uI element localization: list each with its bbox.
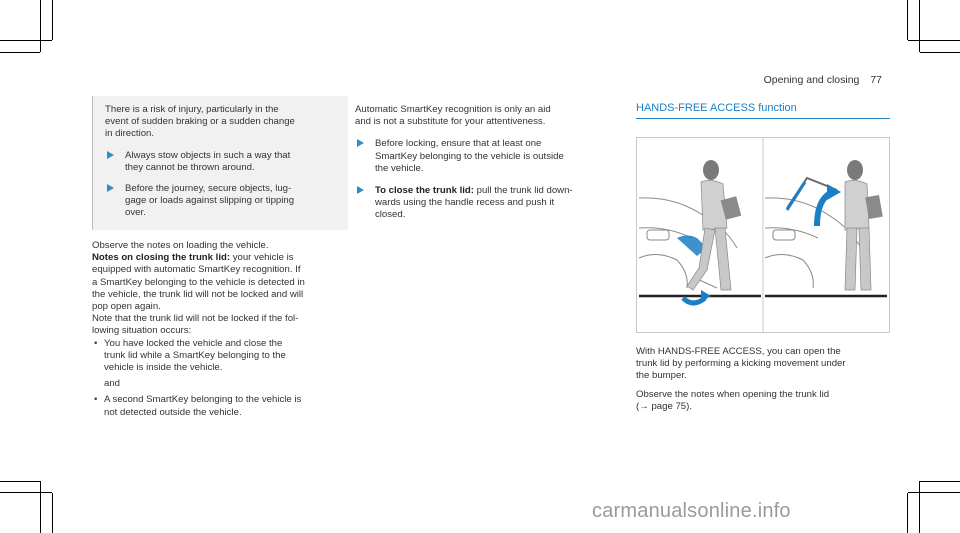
closing-notes-heading-line (92, 252, 354, 264)
right-panel-drawing (765, 160, 887, 296)
text-line: over. (125, 207, 146, 219)
crop-mark (919, 0, 920, 52)
bullet-dot-icon: • (94, 394, 98, 406)
text-line: Always stow objects in such a way that (125, 149, 291, 161)
running-header (764, 74, 882, 86)
step-heading: To close the trunk lid: (375, 185, 474, 197)
notes-heading: Notes on closing the trunk lid: (92, 252, 231, 264)
warning-bullet-secure (105, 183, 340, 220)
crop-mark (920, 481, 960, 482)
warning-box (92, 96, 348, 230)
bullet-triangle-icon (357, 139, 364, 147)
text-line: they cannot be thrown around. (125, 161, 255, 173)
text-line: Automatic SmartKey recognition is only an aid (355, 104, 551, 115)
header-section: Opening and closing (763, 74, 860, 86)
text-run: pull the trunk lid down- (473, 185, 573, 197)
page-reference-link[interactable]: (→ page 75). (636, 400, 692, 412)
text-line: vehicle is inside the vehicle. (104, 362, 223, 374)
crop-mark (0, 52, 40, 53)
warning-bullet-stow (105, 150, 340, 174)
bullet-close-trunk (355, 185, 617, 222)
text-line: SmartKey belonging to the vehicle is outside (375, 150, 564, 162)
crop-mark (908, 40, 960, 41)
bullet-triangle-icon (107, 184, 114, 192)
text-line: wards using the handle recess and push it (375, 197, 555, 209)
text-line: lowing situation occurs: (92, 325, 192, 337)
section-title: HANDS-FREE ACCESS function (636, 102, 890, 119)
text-line: Observe the notes when opening the trunk lid (636, 388, 830, 400)
text-line: trunk lid while a SmartKey belonging to the (104, 349, 286, 361)
text-line: the bumper. (636, 370, 687, 382)
text-line: in direction. (105, 128, 155, 140)
crop-mark (0, 481, 40, 482)
crop-mark (907, 493, 908, 533)
bullet-triangle-icon (107, 151, 114, 159)
text-line: not detected outside the vehicle. (104, 406, 242, 418)
bullet-before-locking (355, 138, 617, 175)
text-line: the vehicle. (375, 162, 424, 174)
text-line: Before the journey, secure objects, lug- (125, 183, 292, 195)
text-line: pop open again. (92, 301, 161, 313)
text-run: your vehicle is (230, 252, 294, 264)
text-line: Note that the trunk lid will not be locked if the fol- (92, 313, 299, 325)
crop-mark (40, 481, 41, 533)
column-right-body (636, 346, 898, 413)
text-line: You have locked the vehicle and close the (104, 337, 283, 349)
text-line: closed. (375, 209, 406, 221)
column-middle (355, 104, 617, 222)
warning-intro (105, 104, 340, 141)
text-line: equipped with automatic SmartKey recognition. If (92, 264, 301, 276)
text-line: A second SmartKey belonging to the vehicle is (104, 394, 302, 406)
crop-mark (0, 492, 52, 493)
text-line (375, 185, 617, 197)
crop-mark (920, 52, 960, 53)
crop-mark (908, 492, 960, 493)
observe-loading-note: Observe the notes on loading the vehicle. (92, 240, 269, 251)
left-panel-drawing (639, 160, 761, 303)
text-line: With HANDS-FREE ACCESS, you can open the (636, 346, 841, 357)
text-line: gage or loads against slipping or tipping (125, 195, 295, 207)
text-line: the vehicle, the trunk lid will not be locked and will (92, 288, 304, 300)
list-item (92, 394, 354, 418)
watermark: carmanualsonline.info (592, 500, 791, 522)
crop-mark (0, 40, 52, 41)
crop-mark (907, 0, 908, 40)
text-line: Before locking, ensure that at least one (375, 138, 542, 150)
crop-mark (52, 493, 53, 533)
bullet-dot-icon: • (94, 337, 98, 349)
kick-gesture-illustration (637, 138, 889, 332)
crop-mark (40, 0, 41, 52)
text-line: There is a risk of injury, particularly in the (105, 104, 279, 115)
text-line: a SmartKey belonging to the vehicle is detected in (92, 276, 305, 288)
hands-free-access-figure (636, 137, 890, 333)
bullet-triangle-icon (357, 186, 364, 194)
text-line: trunk lid by performing a kicking movement under (636, 358, 846, 370)
page-number: 77 (870, 74, 882, 86)
list-item (92, 338, 354, 391)
and-connector: and (104, 378, 121, 390)
crop-mark (52, 0, 53, 40)
text-line: event of sudden braking or a sudden change (105, 116, 295, 128)
crop-mark (919, 481, 920, 533)
column-left-body (92, 240, 354, 419)
text-line: and is not a substitute for your attentiveness. (355, 116, 546, 128)
